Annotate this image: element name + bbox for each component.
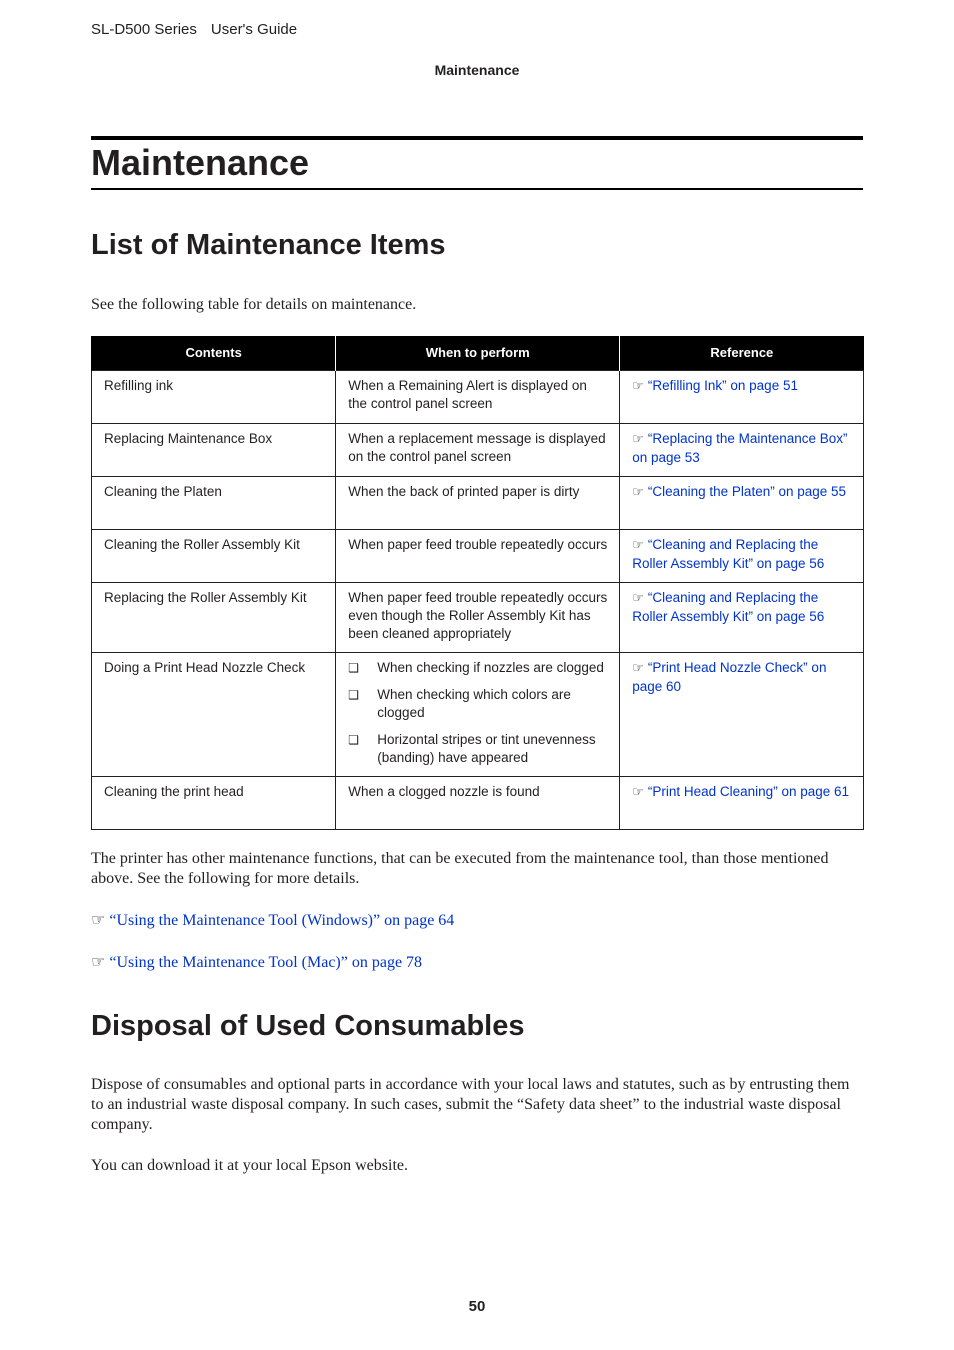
maintenance-tool-mac-link[interactable]: “Using the Maintenance Tool (Mac)” on page 78: [109, 954, 423, 971]
table-row: [92, 424, 864, 477]
reference-link[interactable]: “Replacing the Maintenance Box” on page 53: [632, 431, 848, 465]
pointing-hand-icon: ☞: [632, 661, 644, 676]
other-functions-text: The printer has other maintenance functions, that can be executed from the maintenance tool, than those mentioned above. See the following for more details.: [91, 850, 829, 887]
list-item-text: When checking which colors are clogged: [377, 687, 571, 720]
series-name: SL-D500 Series: [91, 21, 197, 38]
content-cell: Replacing Maintenance Box: [92, 424, 336, 477]
when-cell: When paper feed trouble repeatedly occurs even though the Roller Assembly Kit has been cleaned appropriately: [336, 583, 620, 653]
when-cell: When paper feed trouble repeatedly occurs: [336, 530, 620, 583]
chapter-title: Maintenance: [91, 142, 310, 183]
reference-cell: [620, 371, 864, 424]
pointing-hand-icon: ☞: [91, 952, 106, 971]
pointing-hand-icon: ☞: [632, 485, 644, 500]
when-cell: [336, 653, 620, 777]
reference-cell: [620, 653, 864, 777]
when-cell: When a replacement message is displayed on the control panel screen: [336, 424, 620, 477]
when-cell: When the back of printed paper is dirty: [336, 477, 620, 530]
reference-cell: [620, 424, 864, 477]
section-title-maintenance-items: List of Maintenance Items: [91, 229, 446, 261]
reference-link[interactable]: “Cleaning and Replacing the Roller Assembly Kit” on page 56: [632, 537, 825, 571]
pointing-hand-icon: ☞: [91, 910, 106, 929]
content-cell: Cleaning the Platen: [92, 477, 336, 530]
table-row: [92, 371, 864, 424]
reference-cell: [620, 477, 864, 530]
section-header: Maintenance: [434, 62, 520, 78]
table-row: [92, 583, 864, 653]
checkbox-icon: ❑: [348, 733, 360, 747]
table-row: [92, 777, 864, 830]
reference-cell: [620, 583, 864, 653]
column-header: Contents: [92, 336, 336, 371]
reference-cell: [620, 530, 864, 583]
pointing-hand-icon: ☞: [632, 785, 644, 800]
pointing-hand-icon: ☞: [632, 379, 644, 394]
download-text: You can download it at your local Epson website.: [91, 1157, 408, 1174]
reference-cell: [620, 777, 864, 830]
list-item: [348, 659, 607, 677]
chapter-banner: [91, 136, 863, 190]
page-number: 50: [468, 1298, 486, 1315]
section-title-disposal: Disposal of Used Consumables: [91, 1010, 525, 1042]
list-item-text: Horizontal stripes or tint unevenness (banding) have appeared: [377, 732, 596, 765]
reference-link[interactable]: “Refilling Ink” on page 51: [647, 378, 798, 393]
content-cell: Doing a Print Head Nozzle Check: [92, 653, 336, 777]
when-cell: When a clogged nozzle is found: [336, 777, 620, 830]
maintenance-tool-windows-link[interactable]: “Using the Maintenance Tool (Windows)” on page 64: [109, 912, 455, 929]
pointing-hand-icon: ☞: [632, 538, 644, 553]
table-header-row: [92, 336, 864, 371]
maintenance-table: [91, 336, 864, 830]
content-cell: Cleaning the Roller Assembly Kit: [92, 530, 336, 583]
reference-link[interactable]: “Cleaning and Replacing the Roller Assembly Kit” on page 56: [632, 590, 825, 624]
when-cell: When a Remaining Alert is displayed on the control panel screen: [336, 371, 620, 424]
table-row: [92, 530, 864, 583]
table-row: [92, 477, 864, 530]
when-checklist: [348, 659, 607, 767]
pointing-hand-icon: ☞: [632, 591, 644, 606]
intro-text: See the following table for details on maintenance.: [91, 296, 417, 313]
column-header: Reference: [620, 336, 864, 371]
reference-line: [91, 952, 422, 972]
reference-link[interactable]: “Cleaning the Platen” on page 55: [647, 484, 847, 499]
content-cell: Cleaning the print head: [92, 777, 336, 830]
running-header: [91, 21, 297, 38]
list-item: [348, 686, 607, 722]
content-cell: Refilling ink: [92, 371, 336, 424]
content-cell: Replacing the Roller Assembly Kit: [92, 583, 336, 653]
guide-name: User's Guide: [210, 21, 298, 38]
disposal-text: Dispose of consumables and optional parts in accordance with your local laws and statutes, such as by entrusting them to an industrial waste disposal company. In such cases, submit the “Safety data sheet” to the industrial waste disposal company.: [91, 1076, 850, 1133]
pointing-hand-icon: ☞: [632, 432, 644, 447]
table-row: [92, 653, 864, 777]
reference-link[interactable]: “Print Head Nozzle Check” on page 60: [632, 660, 827, 694]
checkbox-icon: ❑: [348, 661, 360, 675]
reference-link[interactable]: “Print Head Cleaning” on page 61: [647, 784, 850, 799]
checkbox-icon: ❑: [348, 688, 360, 702]
column-header: When to perform: [336, 336, 620, 371]
list-item-text: When checking if nozzles are clogged: [377, 660, 604, 675]
list-item: [348, 731, 607, 767]
reference-line: [91, 910, 454, 930]
